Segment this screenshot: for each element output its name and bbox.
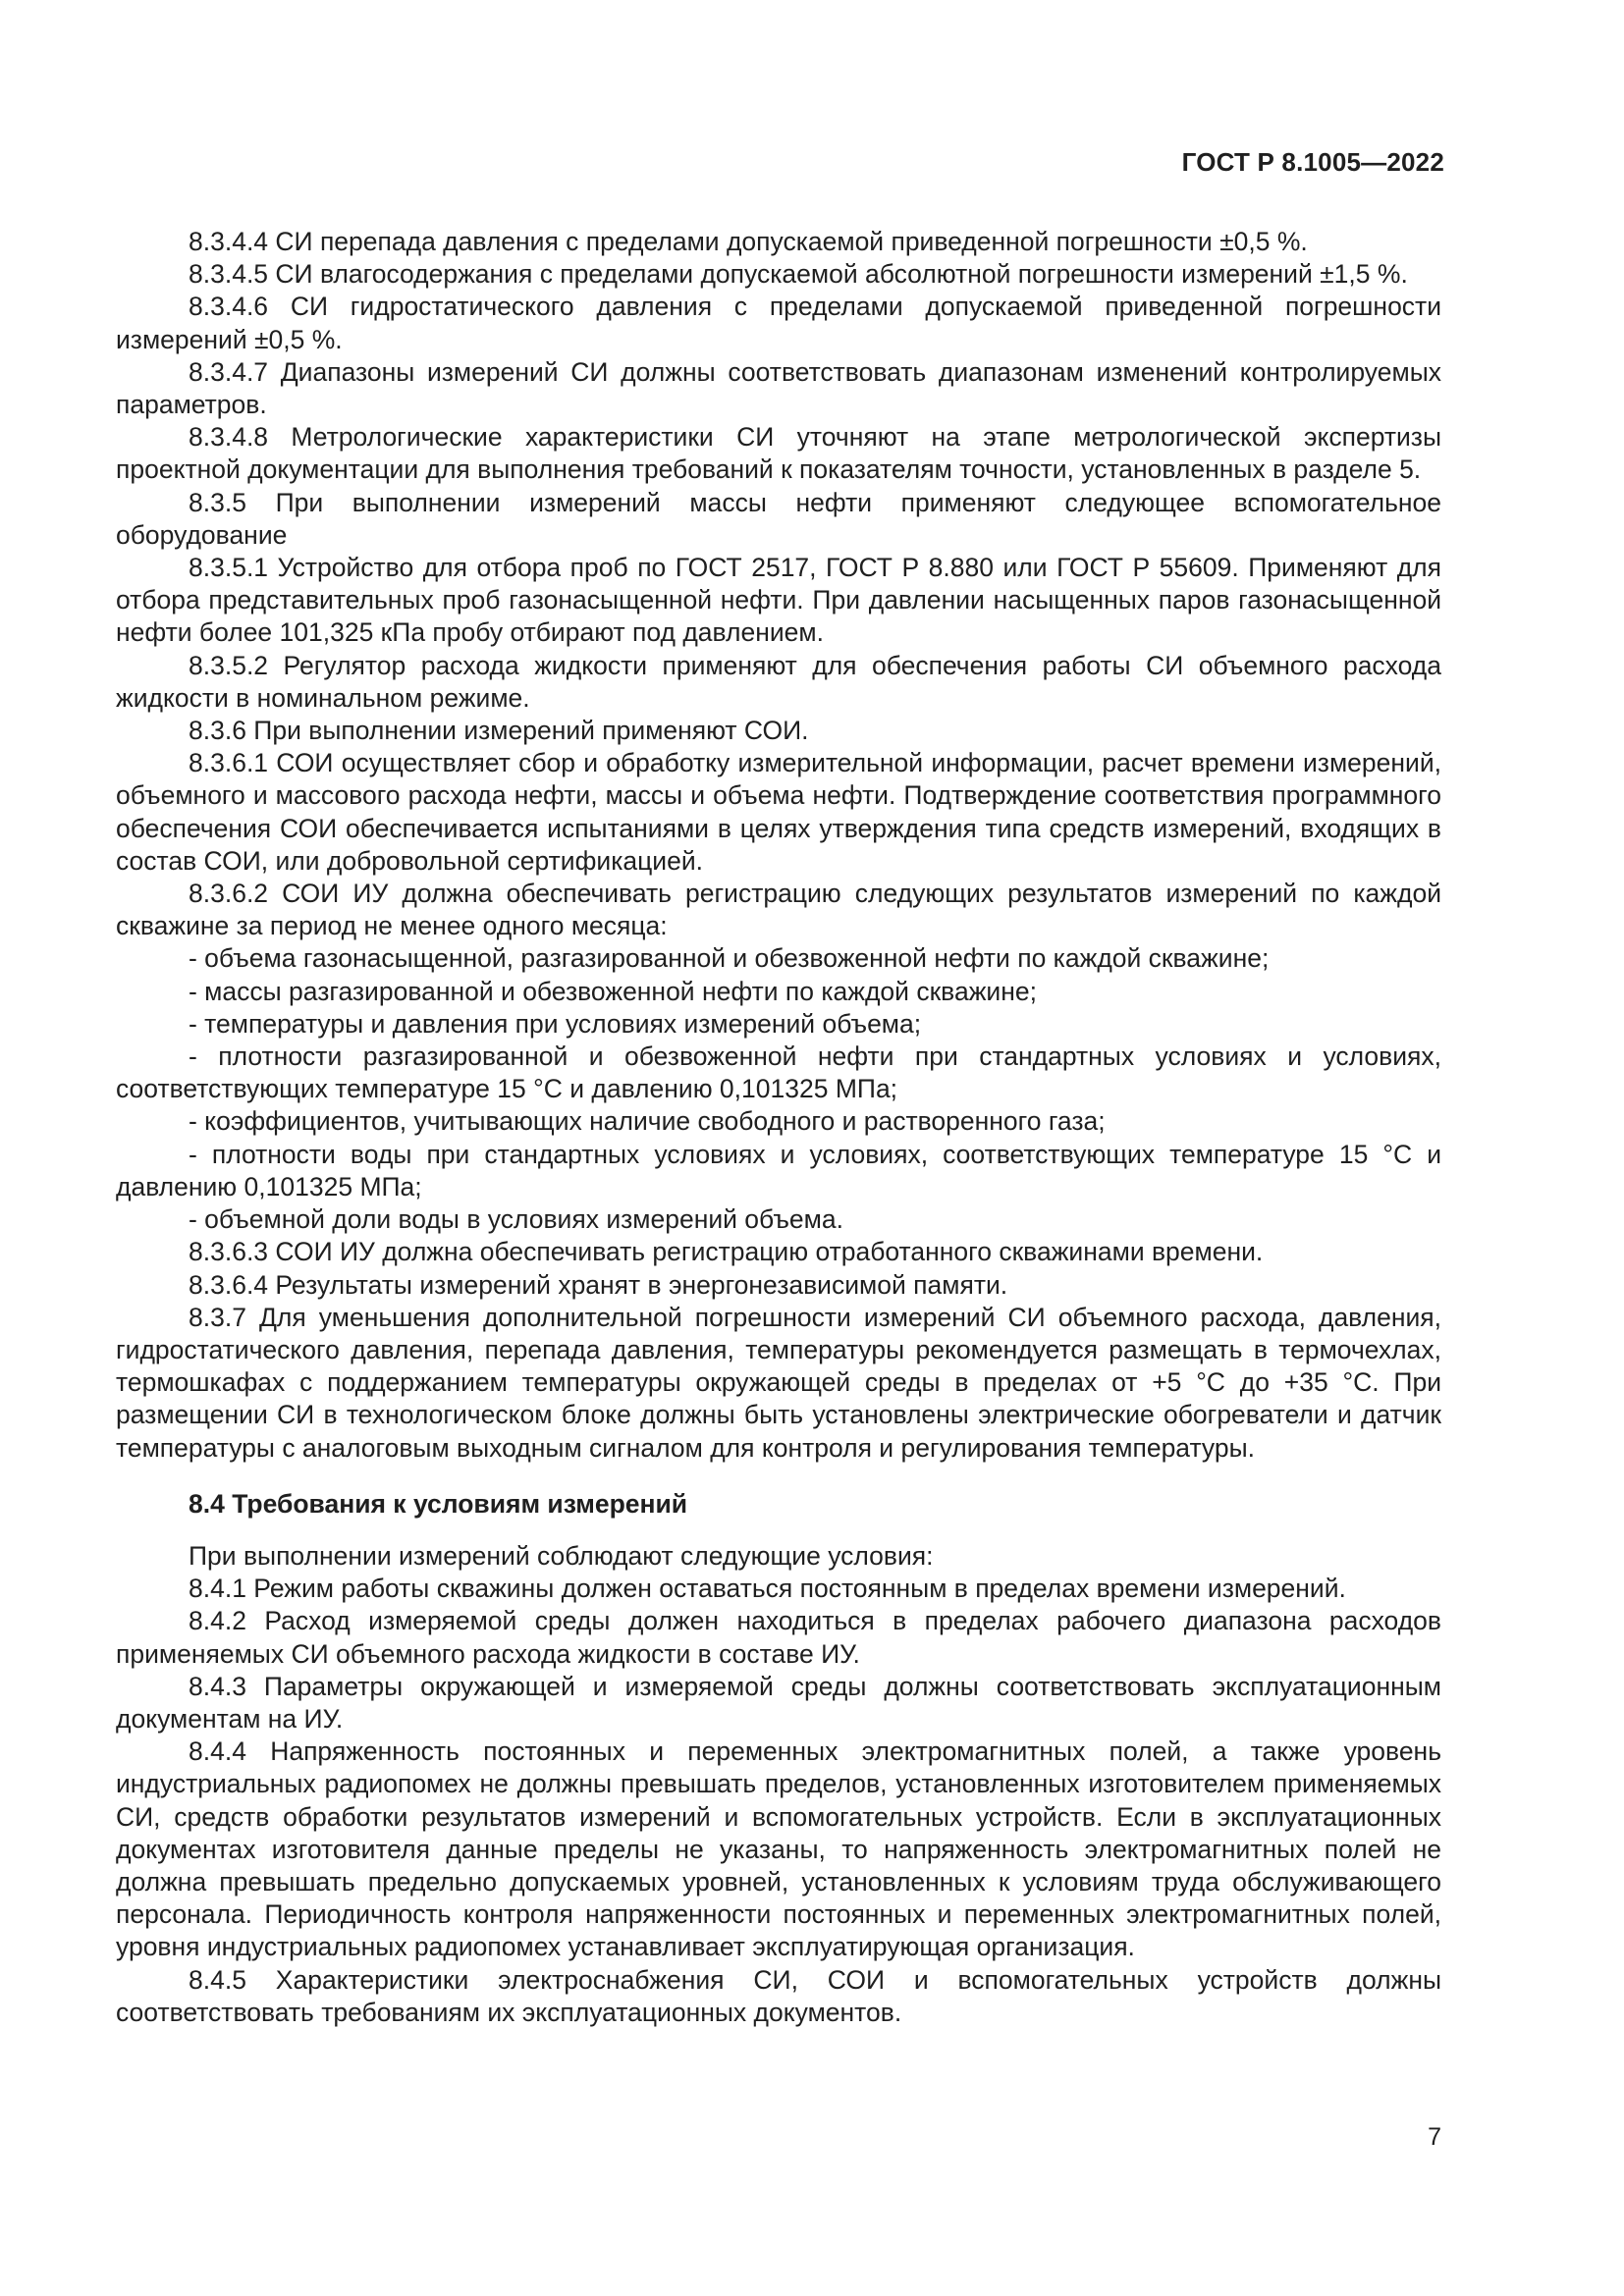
list-item: - плотности разгазированной и обезвоженной нефти при стандартных условиях и условиях, соответствующих температуре 15 °С и давлению 0,101325 МПа; <box>116 1041 1441 1104</box>
list-item: - плотности воды при стандартных условиях и условиях, соответствующих температуре 15 °С и давлению 0,101325 МПа; <box>116 1139 1441 1201</box>
list-item: - коэффициентов, учитывающих наличие свободного и растворенного газа; <box>189 1106 1106 1137</box>
paragraph: 8.4.4 Напряженность постоянных и переменных электромагнитных полей, а также уровень индустриальных радиопомех не должны превышать пределов, установленных изготовителем применяемых СИ, средств обработки результатов измерений и вспомогательных устройств. Если в эксплуатационных документах изготовителя данные пределы не указаны, то напряженность электромагнитных полей не должна превышать предельно допускаемых уровней, установленных к условиям труда обслуживающего персонала. Периодичность контроля напряженности постоянных и переменных электромагнитных полей, уровня индустриальных радиопомех устанавливает эксплуатирующая организация. <box>116 1736 1441 1962</box>
paragraph: 8.4.5 Характеристики электроснабжения СИ, СОИ и вспомогательных устройств должны соответствовать требованиям их эксплуатационных документов. <box>116 1964 1441 2027</box>
document-body <box>116 226 1441 2029</box>
document-id-header: ГОСТ Р 8.1005—2022 <box>1181 147 1444 177</box>
paragraph: 8.3.5.1 Устройство для отбора проб по ГОСТ 2517, ГОСТ Р 8.880 или ГОСТ Р 55609. Применяют для отбора представительных проб газонасыщенной нефти. При давлении насыщенных паров газонасыщенной нефти более 101,325 кПа пробу отбирают под давлением. <box>116 553 1441 648</box>
paragraph: 8.3.4.4 СИ перепада давления с пределами допускаемой приведенной погрешности ±0,5 %. <box>189 227 1308 256</box>
list-item: - объемной доли воды в условиях измерений объема. <box>189 1204 843 1235</box>
paragraph: 8.3.5.2 Регулятор расхода жидкости применяют для обеспечения работы СИ объемного расхода жидкости в номинальном режиме. <box>116 650 1441 713</box>
paragraph: 8.3.4.5 СИ влагосодержания с пределами допускаемой абсолютной погрешности измерений ±1,5 %. <box>189 259 1408 290</box>
paragraph: 8.3.7 Для уменьшения дополнительной погрешности измерений СИ объемного расхода, давления, гидростатического давления, перепада давления, температуры рекомендуется размещать в термочехлах, термошкафах с поддержанием температуры окружающей среды в пределах от +5 °С до +35 °С. При размещении СИ в технологическом блоке должны быть установлены электрические обогреватели и датчик температуры с аналоговым выходным сигналом для контроля и регулирования температуры. <box>116 1302 1441 1463</box>
paragraph: 8.3.6 При выполнении измерений применяют СОИ. <box>189 716 809 746</box>
section-heading: 8.4 Требования к условиям измерений <box>189 1488 688 1519</box>
paragraph: 8.3.6.2 СОИ ИУ должна обеспечивать регистрацию следующих результатов измерений по каждой скважине за период не менее одного месяца: <box>116 879 1441 941</box>
paragraph: 8.3.4.8 Метрологические характеристики СИ уточняют на этапе метрологической экспертизы проектной документации для выполнения требований к показателям точности, установленных в разделе 5. <box>116 422 1441 485</box>
paragraph: 8.4.2 Расход измеряемой среды должен находиться в пределах рабочего диапазона расходов применяемых СИ объемного расхода жидкости в составе ИУ. <box>116 1606 1441 1669</box>
paragraph: 8.3.5 При выполнении измерений массы нефти применяют следующее вспомогательное оборудование <box>116 487 1441 550</box>
paragraph: При выполнении измерений соблюдают следующие условия: <box>189 1540 934 1571</box>
paragraph: 8.3.6.3 СОИ ИУ должна обеспечивать регистрацию отработанного скважинами времени. <box>189 1237 1264 1267</box>
paragraph: 8.3.4.7 Диапазоны измерений СИ должны соответствовать диапазонам изменений контролируемых параметров. <box>116 356 1441 420</box>
paragraph: 8.4.3 Параметры окружающей и измеряемой среды должны соответствовать эксплуатационным документам на ИУ. <box>116 1671 1441 1734</box>
page-number: 7 <box>1428 2123 1441 2151</box>
list-item: - объема газонасыщенной, разгазированной и обезвоженной нефти по каждой скважине; <box>189 943 1270 974</box>
paragraph: 8.3.6.4 Результаты измерений хранят в энергонезависимой памяти. <box>189 1269 1008 1300</box>
paragraph: 8.3.6.1 СОИ осуществляет сбор и обработку измерительной информации, расчет времени измерений, объемного и массового расхода нефти, массы и объема нефти. Подтверждение соответствия программного обеспечения СОИ обеспечивается испытаниями в целях утверждения типа средств измерений, входящих в состав СОИ, или добровольной сертификацией. <box>116 748 1441 876</box>
list-item: - массы разгазированной и обезвоженной нефти по каждой скважине; <box>189 976 1037 1006</box>
paragraph: 8.3.4.6 СИ гидростатического давления с пределами допускаемой приведенной погрешности измерений ±0,5 %. <box>116 292 1441 354</box>
paragraph: 8.4.1 Режим работы скважины должен оставаться постоянным в пределах времени измерений. <box>189 1574 1346 1604</box>
list-item: - температуры и давления при условиях измерений объема; <box>189 1008 922 1039</box>
